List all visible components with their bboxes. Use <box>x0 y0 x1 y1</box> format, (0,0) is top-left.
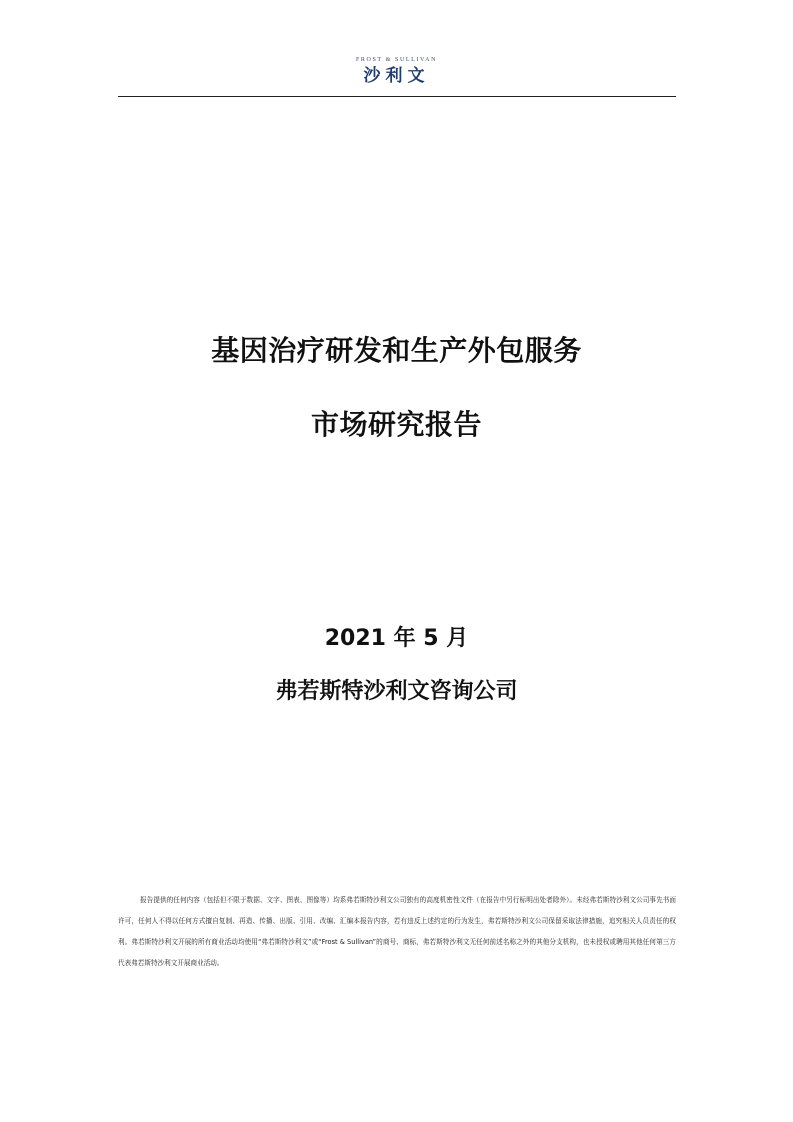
header-divider <box>118 96 676 97</box>
disclaimer-paragraph: 报告提供的任何内容（包括但不限于数据、文字、图表、图像等）均系弗若斯特沙利文公司独有的高度机密性文件（在报告中另行标明出处者除外）。未经弗若斯特沙利文公司事先书面许可，任何人不得以任何方式擅自复制、再造、传播、出版、引用、改编、汇编本报告内容，若有违反上述约定的行为发生，弗若斯特沙利文公司保留采取法律措施，追究相关人员责任的权利。弗若斯特沙利文开展的所有商业活动均使用“弗若斯特沙利文”或“Frost & Sullivan”的商号、商标，弗若斯特沙利文无任何前述名称之外的其他分支机构，也未授权或聘用其他任何第三方代表弗若斯特沙利文开展商业活动。 <box>118 896 676 967</box>
report-date: 2021 年 5 月 <box>324 626 469 651</box>
company-name: 弗若斯特沙利文咨询公司 <box>275 679 518 704</box>
logo-english-text: FROST & SULLIVAN <box>355 57 438 63</box>
logo-chinese-text: 沙利文 <box>363 66 430 86</box>
header-logo <box>0 56 793 87</box>
report-title-line-1: 基因治疗研发和生产外包服务 <box>211 334 582 367</box>
report-title-line-2: 市场研究报告 <box>310 408 482 441</box>
